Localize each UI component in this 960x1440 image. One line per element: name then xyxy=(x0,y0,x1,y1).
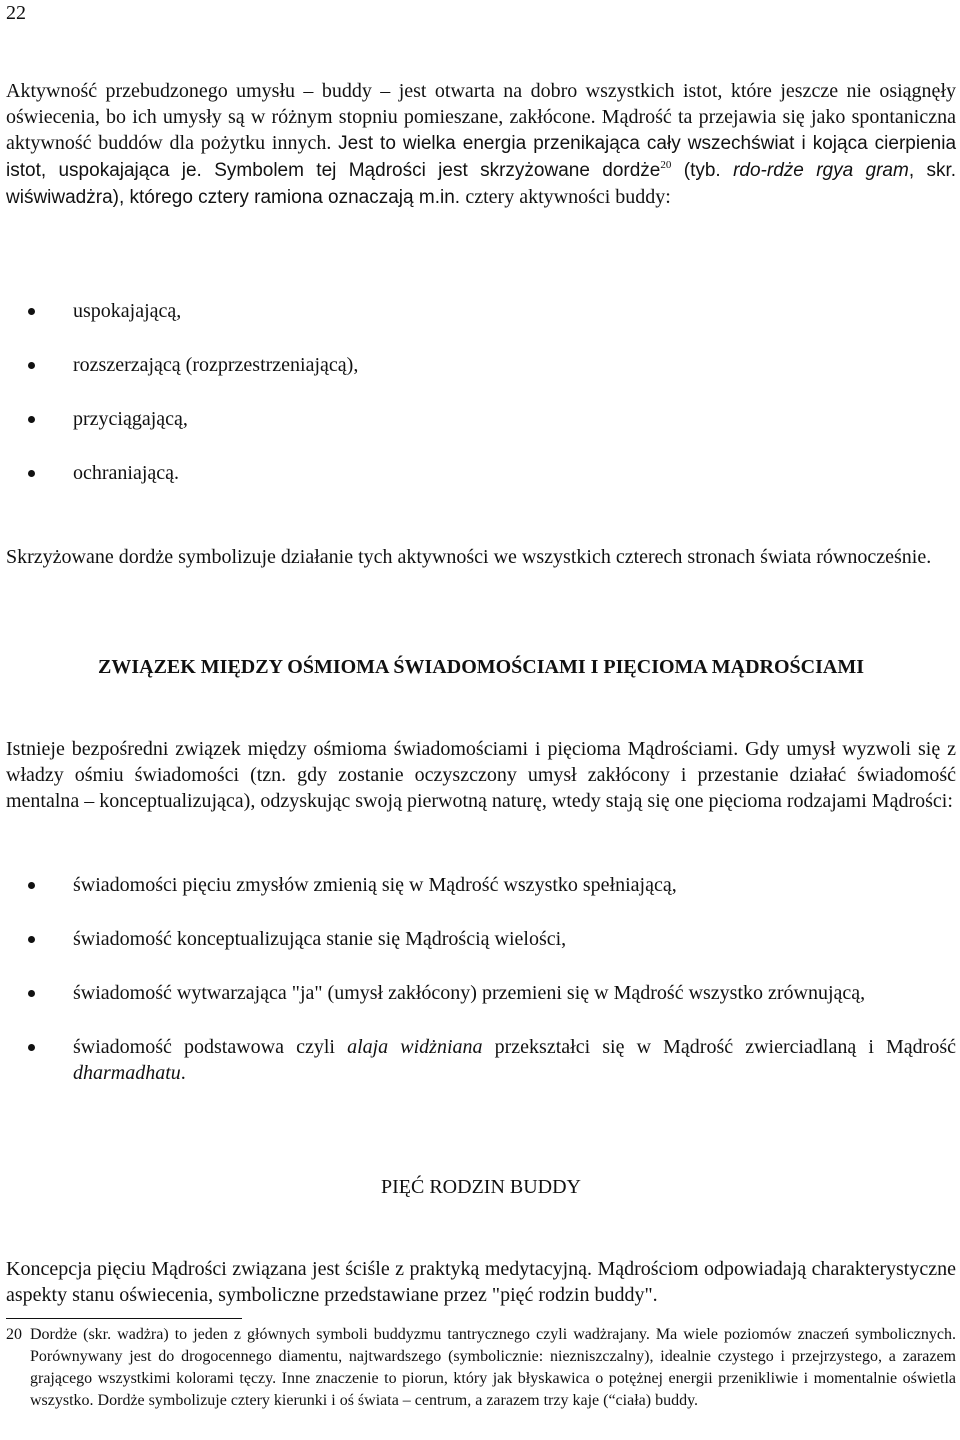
bullet-icon xyxy=(28,470,35,477)
list-item-text: ochraniającą. xyxy=(73,462,180,484)
intro-text-5: cztery aktywności buddy: xyxy=(465,186,671,208)
bullet-icon xyxy=(28,1044,35,1051)
bullet-icon xyxy=(28,416,35,423)
section-heading-five-families: PIĘĆ RODZIN BUDDY xyxy=(381,1176,581,1198)
page-number: 22 xyxy=(6,2,26,24)
list-item-text: uspokajającą, xyxy=(73,300,182,322)
activities-summary: Skrzyżowane dordże symbolizuje działanie tych aktywności we wszystkich czterech stronach świata równocześnie. xyxy=(6,546,932,568)
alaja-term: alaja widżniana xyxy=(347,1036,483,1058)
intro-text-4: , skr. wiświwadżra), którego cztery ramiona oznaczają m.in. xyxy=(6,160,957,208)
list-item-text: przyciągającą, xyxy=(73,408,188,430)
intro-text-1: Aktywność przebudzonego umysłu – buddy – jest otwarta na dobro wszystkich istot, które jeszcze nie osiągnęły oświecenia, bo ich umysły są w różnym stopniu pomieszane, zakłócone. Mądrość ta przejawia się jako spontaniczna aktywność buddów dla pożytku innych. xyxy=(6,80,956,154)
bullet-icon xyxy=(28,936,35,943)
section1-paragraph: Istnieje bezpośredni związek między ośmioma świadomościami i pięcioma Mądrościami. Gdy umysł wyzwoli się z władzy ośmiu świadomości (tzn. gdy zostanie oczyszczony umysł zakłócony i przestanie działać świadomość mentalna – konceptualizująca), odzyskując swoją pierwotną naturę, wtedy stają się one pięcioma rodzajami Mądrości: xyxy=(6,738,956,812)
list-item-text: świadomości pięciu zmysłów zmienią się w Mądrość wszystko spełniającą, xyxy=(73,874,677,896)
intro-text-2: Jest to wielka energia przenikająca cały wszechświat i kojąca cierpienia istot, uspokajająca je. Symbolem tej Mądrości jest skrzyżowane dordże xyxy=(6,133,957,181)
section-heading-consciousness-wisdom: ZWIĄZEK MIĘDZY OŚMIOMA ŚWIADOMOŚCIAMI I PIĘCIOMA MĄDROŚCIAMI xyxy=(98,656,864,678)
footnote-divider xyxy=(6,1318,242,1319)
list-item xyxy=(0,872,956,898)
list-item xyxy=(0,298,956,324)
intro-text-3: (tyb. xyxy=(671,160,734,181)
list-item-text-b: przekształci się w Mądrość zwierciadlaną i Mądrość xyxy=(482,1036,956,1058)
list-item xyxy=(0,1034,956,1086)
footnote-text: Dordże (skr. wadżra) to jeden z głównych symboli buddyzmu tantrycznego czyli wadżrajany. Ma wiele poziomów znaczeń symbolicznych. Porównywany jest do drogocennego diamentu, najtwardszego (symbolicznie: niezniszczalny), idealnie czystego i przejrzystego, a zarazem grającego wszystkimi kolorami tęczy. Inne znaczenie to piorun, który jak błyskawica o potężnej energii przenikliwie i momentalnie oświetla wszystko. Dordże symbolizuje cztery kierunki i oś świata – centrum, a zarazem trzy kaje (“ciała) buddy. xyxy=(30,1326,956,1409)
list-item-text: świadomość wytwarzająca "ja" (umysł zakłócony) przemieni się w Mądrość wszystko zrównującą, xyxy=(73,982,866,1004)
footnote-reference[interactable]: 20 xyxy=(660,159,672,171)
dharmadhatu-term: dharmadhatu xyxy=(73,1062,181,1084)
wisdoms-list xyxy=(0,872,956,1086)
footnote-number: 20 xyxy=(6,1326,22,1343)
list-item xyxy=(0,460,956,486)
list-item xyxy=(0,926,956,952)
list-item-text-a: świadomość podstawowa czyli xyxy=(73,1036,348,1058)
activities-list xyxy=(0,298,956,486)
list-item-text: rozszerzającą (rozprzestrzeniającą), xyxy=(73,354,359,376)
bullet-icon xyxy=(28,308,35,315)
intro-paragraph xyxy=(6,78,956,211)
list-item xyxy=(0,980,956,1006)
list-item-text: świadomość konceptualizująca stanie się Mądrością wielości, xyxy=(73,928,567,950)
bullet-icon xyxy=(28,882,35,889)
section2-paragraph: Koncepcja pięciu Mądrości związana jest ściśle z praktyką medytacyjną. Mądrościom odpowiadają charakterystyczne aspekty stanu oświecenia, symboliczne przedstawiane przez "pięć rodzin buddy". xyxy=(6,1258,956,1306)
bullet-icon xyxy=(28,990,35,997)
footnote xyxy=(6,1324,956,1412)
list-item xyxy=(0,406,956,432)
bullet-icon xyxy=(28,362,35,369)
list-item-text-c: . xyxy=(180,1062,186,1084)
list-item xyxy=(0,352,956,378)
tibetan-term: rdo-rdże rgya gram xyxy=(733,160,909,181)
